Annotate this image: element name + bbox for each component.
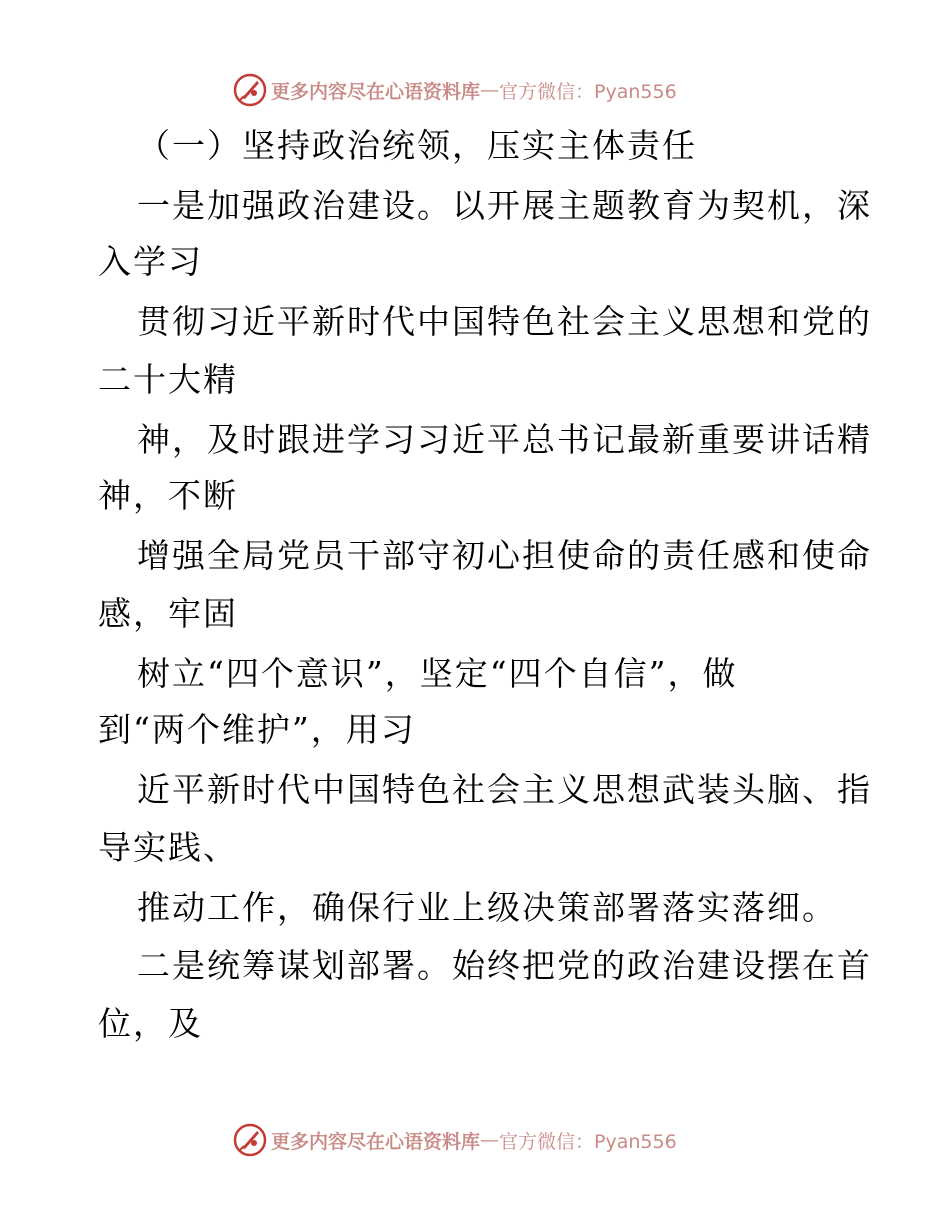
header-watermark	[233, 72, 677, 108]
text-line: 二十大精	[98, 360, 238, 399]
text-line: 贯彻习近平新时代中国特色社会主义思想和党的	[137, 302, 872, 341]
text-line: 位，及	[98, 1004, 203, 1043]
text-line: 二是统筹谋划部署。始终把党的政治建设摆在首	[137, 946, 872, 985]
text-line: 到“两个维护”，用习	[98, 710, 416, 749]
text-line: 树立“四个意识”，坚定“四个自信”，做	[137, 654, 738, 693]
watermark-separator: —	[480, 79, 500, 101]
watermark-main-text: 更多内容尽在心语资料库	[271, 1130, 481, 1153]
quill-seal-icon	[233, 1123, 267, 1157]
section-heading: （一）坚持政治统领，压实主体责任	[137, 126, 697, 165]
watermark-wechat-text: 官方微信：Pyan556	[499, 80, 677, 103]
text-line: 神，及时跟进学习习近平总书记最新重要讲话精	[137, 420, 872, 459]
text-line: 神，不断	[98, 476, 238, 515]
text-line: 感，牢固	[98, 594, 238, 633]
watermark-wechat-text: 官方微信：Pyan556	[499, 1130, 677, 1153]
footer-watermark	[233, 1122, 677, 1158]
watermark-separator: —	[480, 1129, 500, 1151]
text-line: 一是加强政治建设。以开展主题教育为契机，深	[137, 186, 872, 225]
text-line: 入学习	[98, 242, 203, 281]
text-line: 导实践、	[98, 828, 238, 867]
watermark-main-text: 更多内容尽在心语资料库	[271, 80, 481, 103]
quill-seal-icon	[233, 73, 267, 107]
text-line: 近平新时代中国特色社会主义思想武装头脑、指	[137, 770, 872, 809]
text-line: 推动工作，确保行业上级决策部署落实落细。	[137, 888, 837, 927]
text-line: 增强全局党员干部守初心担使命的责任感和使命	[137, 536, 872, 575]
